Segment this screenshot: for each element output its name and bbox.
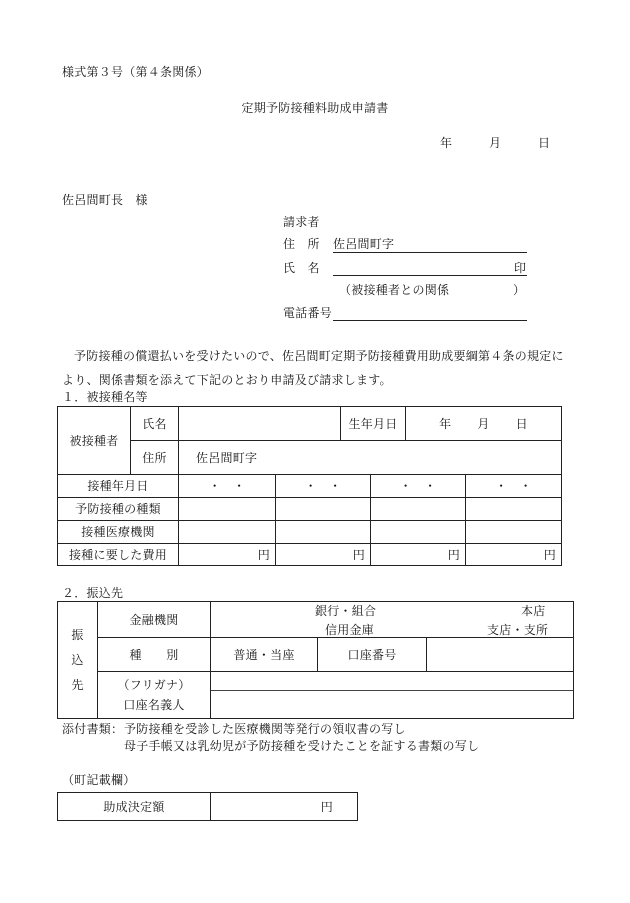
- attachments-label: 添付書類：: [62, 722, 124, 736]
- vaccinee-address-value-cell: [178, 440, 562, 475]
- vaccination-date-cell: [178, 474, 276, 498]
- account-number-label: 口座番号: [347, 647, 397, 662]
- yen-unit: 円: [352, 547, 365, 562]
- vaccinee-label-cell: [57, 406, 131, 475]
- seal-mark: 印: [514, 261, 527, 275]
- date-month-label: 月: [489, 136, 502, 150]
- medical-institution-cell: [465, 520, 562, 544]
- subsidy-amount-label: 助成決定額: [103, 799, 165, 814]
- account-type-label-cell: [97, 637, 211, 672]
- vaccinee-address-value: 佐呂間町字: [196, 450, 258, 465]
- medical-institution-cell: [178, 520, 276, 544]
- vaccinee-table: [57, 406, 562, 566]
- yen-unit: 円: [320, 799, 333, 814]
- applicant-phone-underline: [333, 320, 527, 321]
- yen-unit: 円: [447, 547, 460, 562]
- form-number: 様式第３号（第４条関係）: [62, 65, 210, 79]
- account-holder-label: 口座名義人: [123, 698, 185, 712]
- bank-transfer-table: [57, 601, 574, 719]
- account-number-label-cell: [317, 637, 427, 672]
- date-separator: ・ ・: [399, 479, 437, 493]
- row-label-vaccine-type: [57, 497, 179, 521]
- institution-label-cell: [97, 601, 211, 638]
- relation-label: （被接種者との関係: [339, 283, 450, 297]
- bank-union-option: 銀行・組合: [315, 604, 377, 618]
- medical-institution-cell: [370, 520, 466, 544]
- vaccine-type-cell: [370, 497, 466, 521]
- addressee: 佐呂間町長 様: [62, 193, 148, 207]
- date-separator: ・ ・: [208, 479, 246, 493]
- vaccinee-name-label-cell: [130, 406, 179, 441]
- applicant-address-value: 佐呂間町字: [333, 237, 395, 251]
- institution-value-cell: [210, 601, 574, 638]
- account-holder-label-cell: [97, 671, 211, 719]
- vaccinee-label: 被接種者: [69, 433, 119, 448]
- form-title: 定期予防接種料助成申請書: [241, 101, 389, 115]
- vaccinee-name-label: 氏名: [142, 416, 167, 431]
- applicant-address-label: 住 所: [283, 237, 320, 251]
- applicant-phone-label: 電話番号: [283, 306, 333, 320]
- row-label-medical-institution: [57, 520, 179, 544]
- furigana-label: （フリガナ）: [117, 678, 191, 692]
- vaccination-cost-cell: [275, 543, 371, 566]
- credit-union-option: 信用金庫: [325, 623, 375, 637]
- relation-close-paren: ）: [513, 283, 526, 297]
- birthdate-label-cell: [340, 406, 406, 441]
- birthdate-year-label: 年: [439, 416, 452, 431]
- section2-heading: ２．振込先: [62, 586, 124, 600]
- applicant-name-underline: [333, 275, 527, 276]
- branch-option: 支店・支所: [487, 623, 549, 637]
- account-type-label: 種 別: [129, 647, 179, 662]
- vaccine-type-cell: [465, 497, 562, 521]
- vaccinee-address-label-cell: [130, 440, 179, 475]
- subsidy-amount-value-cell: [210, 792, 358, 821]
- vaccination-cost-label: 接種に要した費用: [68, 547, 167, 562]
- row-label-vaccination-date: [57, 474, 179, 498]
- statement-line-1: 予防接種の償還払いを受けたいので、佐呂間町定期予防接種費用助成要綱第４条の規定に: [74, 349, 564, 363]
- attachment-item: 予防接種を受診した医療機関等発行の領収書の写し: [124, 722, 406, 736]
- vaccination-date-cell: [370, 474, 466, 498]
- institution-label: 金融機関: [129, 612, 179, 627]
- vaccine-type-label: 予防接種の種類: [75, 502, 161, 516]
- vaccination-cost-cell: [465, 543, 562, 566]
- attachment-item: 母子手帳又は乳幼児が予防接種を受けたことを証する書類の写し: [124, 739, 480, 753]
- medical-institution-cell: [275, 520, 371, 544]
- date-year-label: 年: [440, 136, 453, 150]
- transfer-side-char: 込: [71, 653, 84, 667]
- vaccination-cost-cell: [178, 543, 276, 566]
- yen-unit: 円: [257, 547, 270, 562]
- applicant-name-label: 氏 名: [283, 261, 320, 275]
- birthdate-value-cell: [405, 406, 562, 441]
- birthdate-month-label: 月: [477, 416, 490, 431]
- furigana-divider: [211, 690, 573, 691]
- account-holder-value-cell: [210, 671, 574, 719]
- transfer-side-label-cell: [57, 601, 98, 719]
- subsidy-amount-label-cell: [57, 792, 211, 821]
- transfer-side-char: 先: [71, 678, 84, 692]
- head-office-option: 本店: [521, 604, 546, 618]
- date-day-label: 日: [538, 136, 551, 150]
- vaccinee-name-value-cell: [178, 406, 341, 441]
- vaccine-type-cell: [178, 497, 276, 521]
- section1-heading: １．被接種名等: [62, 390, 148, 404]
- applicant-heading: 請求者: [283, 215, 320, 229]
- vaccination-date-label: 接種年月日: [87, 479, 149, 493]
- transfer-side-char: 振: [71, 628, 84, 642]
- applicant-address-underline: [333, 252, 527, 253]
- vaccine-type-cell: [275, 497, 371, 521]
- vaccination-date-cell: [465, 474, 562, 498]
- medical-institution-label: 接種医療機関: [81, 525, 155, 539]
- yen-unit: 円: [543, 547, 556, 562]
- account-number-value-cell: [426, 637, 574, 672]
- date-separator: ・ ・: [304, 479, 342, 493]
- row-label-vaccination-cost: [57, 543, 179, 566]
- account-type-options-cell: [210, 637, 318, 672]
- date-separator: ・ ・: [495, 479, 532, 493]
- birthdate-label: 生年月日: [348, 416, 398, 431]
- birthdate-day-label: 日: [515, 416, 528, 431]
- office-use-table: [57, 792, 358, 821]
- office-use-heading: （町記載欄）: [62, 773, 136, 787]
- vaccination-cost-cell: [370, 543, 466, 566]
- vaccination-date-cell: [275, 474, 371, 498]
- statement-line-2: より、関係書類を添えて下記のとおり申請及び請求します。: [62, 373, 392, 387]
- account-type-options: 普通・当座: [233, 647, 295, 662]
- vaccinee-address-label: 住所: [142, 450, 167, 465]
